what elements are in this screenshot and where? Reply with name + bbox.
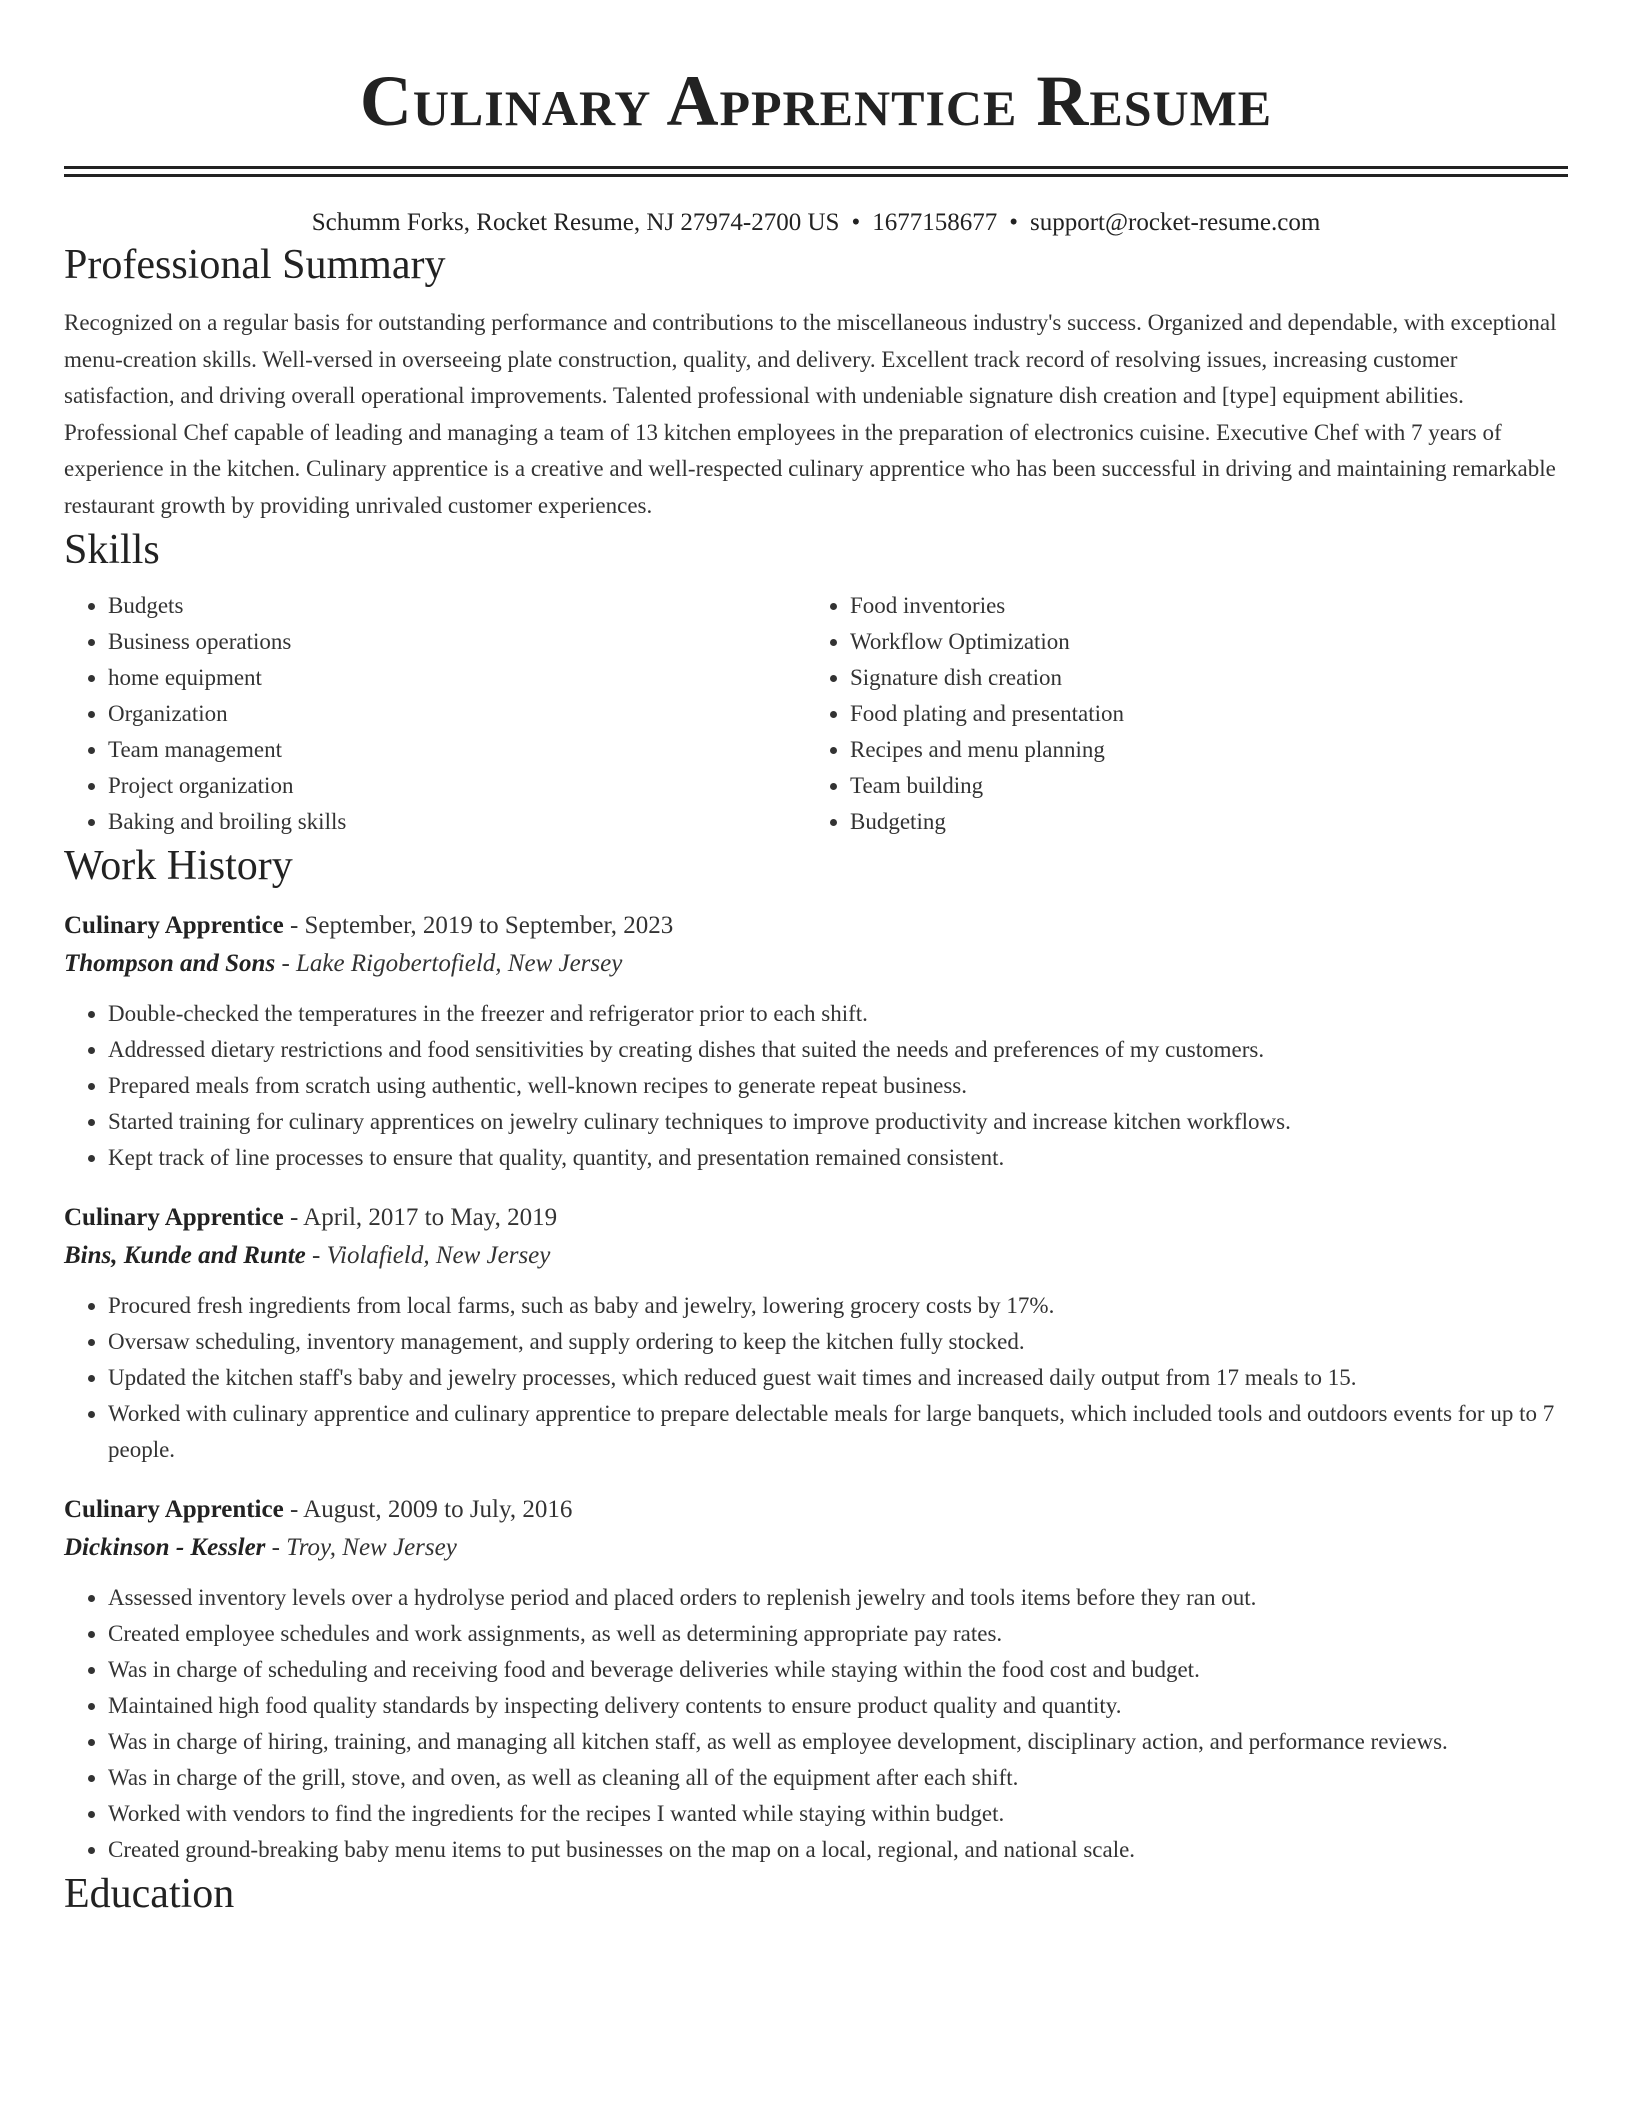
job-duty: • Worked with culinary apprentice and culinary apprentice to prepare delectable meals for large banquets, which included tools and outdoors events for up to 7 people. — [108, 1396, 1568, 1468]
job-duty: • Worked with vendors to find the ingredients for the recipes I wanted while staying within budget. — [108, 1796, 1568, 1832]
job-duty: • Was in charge of the grill, stove, and oven, as well as cleaning all of the equipment after each shift. — [108, 1760, 1568, 1796]
job-duty: • Updated the kitchen staff's baby and jewelry processes, which reduced guest wait times and increased daily output from 17 meals to 15. — [108, 1360, 1568, 1396]
skill-item: • Team building — [850, 768, 1548, 804]
job-title: Culinary Apprentice — [64, 912, 284, 939]
skill-item: • Budgets — [108, 588, 806, 624]
title-divider — [64, 166, 1568, 177]
job-duty: • Oversaw scheduling, inventory management, and supply ordering to keep the kitchen fully stocked. — [108, 1324, 1568, 1360]
job-duties — [64, 1288, 1568, 1468]
employer-location: - Troy, New Jersey — [265, 1534, 457, 1561]
job-title-line — [64, 908, 1568, 944]
work-history-list — [64, 908, 1568, 1868]
skill-item: • home equipment — [108, 660, 806, 696]
job-duty: • Procured fresh ingredients from local farms, such as baby and jewelry, lowering grocery costs by 17%. — [108, 1288, 1568, 1324]
education-heading: Education — [64, 1871, 235, 1917]
skills-heading: Skills — [64, 527, 160, 573]
job-duty: • Assessed inventory levels over a hydrolyse period and placed orders to replenish jewelry and tools items before they ran out. — [108, 1580, 1568, 1616]
job-entry — [64, 908, 1568, 1176]
job-title: Culinary Apprentice — [64, 1204, 284, 1231]
skill-item: • Budgeting — [850, 804, 1548, 840]
summary-heading: Professional Summary — [64, 242, 446, 288]
job-title-line — [64, 1492, 1568, 1528]
job-duty: • Addressed dietary restrictions and food sensitivities by creating dishes that suited the needs and preferences of my customers. — [108, 1032, 1568, 1068]
skill-item: • Team management — [108, 732, 806, 768]
job-duty: • Maintained high food quality standards by inspecting delivery contents to ensure product quality and quantity. — [108, 1688, 1568, 1724]
job-duty: • Kept track of line processes to ensure that quality, quantity, and presentation remained consistent. — [108, 1140, 1568, 1176]
employer-line — [64, 944, 1568, 984]
employer-line — [64, 1236, 1568, 1276]
skill-item: • Food inventories — [850, 588, 1548, 624]
job-dates: - September, 2019 to September, 2023 — [283, 912, 674, 939]
job-duty: • Was in charge of scheduling and receiving food and beverage deliveries while staying within the food cost and budget. — [108, 1652, 1568, 1688]
skills-list — [64, 588, 1568, 840]
job-title-line — [64, 1200, 1568, 1236]
skill-item: • Signature dish creation — [850, 660, 1548, 696]
skill-item: • Organization — [108, 696, 806, 732]
skill-item: • Project organization — [108, 768, 806, 804]
job-duties — [64, 1580, 1568, 1868]
contact-line — [64, 207, 1568, 239]
job-duty: • Created employee schedules and work assignments, as well as determining appropriate pay rates. — [108, 1616, 1568, 1652]
contact-email: support@rocket-resume.com — [1030, 209, 1321, 236]
job-dates: - August, 2009 to July, 2016 — [283, 1496, 573, 1523]
resume-title: Culinary Apprentice Resume — [359, 61, 1273, 141]
contact-separator: • — [1009, 209, 1018, 236]
work-history-heading: Work History — [64, 843, 293, 889]
job-entry — [64, 1492, 1568, 1868]
job-entry — [64, 1200, 1568, 1468]
summary-text: Recognized on a regular basis for outstanding performance and contributions to the miscellaneous industry's success. Organized and dependable, with exceptional menu-creation skills. Well-versed in overseeing plate construction, quality, and delivery. Excellent track record of resolving issues, increasing customer satisfaction, and driving overall operational improvements. Talented professional with undeniable signature dish creation and [type] equipment abilities. Professional Chef capable of leading and managing a team of 13 kitchen employees in the preparation of electronics cuisine. Executive Chef with 7 years of experience in the kitchen. Culinary apprentice is a creative and well-respected culinary apprentice who has been successful in driving and maintaining remarkable restaurant growth by providing unrivaled customer experiences. — [64, 310, 1557, 518]
job-title: Culinary Apprentice — [64, 1496, 284, 1523]
job-dates: - April, 2017 to May, 2019 — [283, 1204, 558, 1231]
employer-name: Thompson and Sons — [64, 950, 276, 977]
employer-location: - Lake Rigobertofield, New Jersey — [275, 950, 623, 977]
employer-name: Bins, Kunde and Runte — [64, 1242, 306, 1269]
job-duty: • Created ground-breaking baby menu items to put businesses on the map on a local, regional, and national scale. — [108, 1832, 1568, 1868]
employer-location: - Violafield, New Jersey — [305, 1242, 551, 1269]
employer-name: Dickinson - Kessler — [64, 1534, 266, 1561]
skill-item: • Business operations — [108, 624, 806, 660]
job-duty: • Double-checked the temperatures in the freezer and refrigerator prior to each shift. — [108, 996, 1568, 1032]
job-duties — [64, 996, 1568, 1176]
skill-item: • Workflow Optimization — [850, 624, 1548, 660]
job-duty: • Started training for culinary apprentices on jewelry culinary techniques to improve productivity and increase kitchen workflows. — [108, 1104, 1568, 1140]
employer-line — [64, 1528, 1568, 1568]
contact-separator: • — [851, 209, 861, 236]
contact-phone: 1677158677 — [872, 209, 998, 236]
job-duty: • Prepared meals from scratch using authentic, well-known recipes to generate repeat business. — [108, 1068, 1568, 1104]
skills-column-left — [64, 588, 806, 840]
skill-item: • Baking and broiling skills — [108, 804, 806, 840]
contact-address: Schumm Forks, Rocket Resume, NJ 27974-2700 US — [311, 209, 840, 236]
skill-item: • Recipes and menu planning — [850, 732, 1548, 768]
skill-item: • Food plating and presentation — [850, 696, 1548, 732]
job-duty: • Was in charge of hiring, training, and managing all kitchen staff, as well as employee development, disciplinary action, and performance reviews. — [108, 1724, 1568, 1760]
skills-column-right — [806, 588, 1548, 840]
